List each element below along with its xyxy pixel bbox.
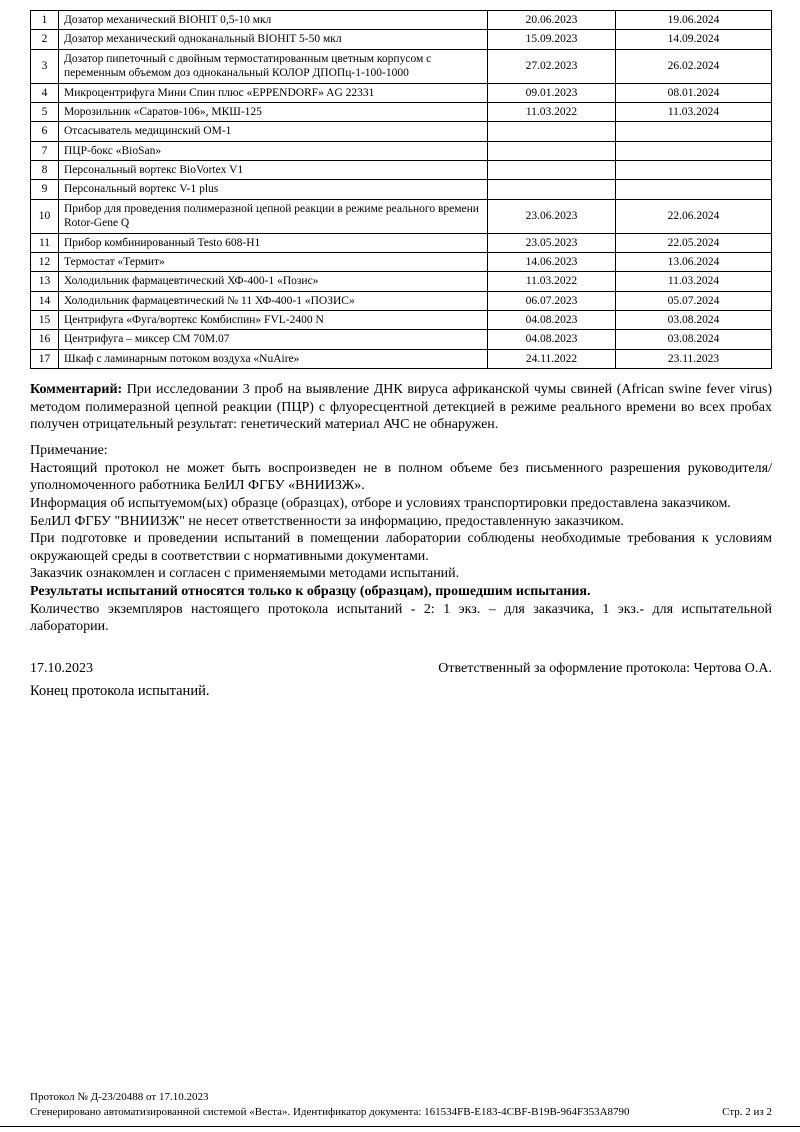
footer-protocol-number: Протокол № Д-23/20488 от 17.10.2023 (30, 1091, 209, 1104)
valid-until-date: 11.03.2024 (616, 102, 772, 121)
table-row (31, 291, 772, 310)
notes-title: Примечание: (30, 443, 108, 458)
footer-generated-info: Сгенерировано автоматизированной системой «Веста». Идентификатор документа: 161534FB-E183-4CBF-B19B-964F353A8790 (30, 1106, 630, 1119)
row-number: 10 (31, 199, 59, 233)
equipment-name: ПЦР-бокс «BioSan» (59, 141, 488, 160)
row-number: 7 (31, 141, 59, 160)
equipment-table-body (31, 11, 772, 369)
verification-date: 20.06.2023 (488, 11, 616, 30)
note-item: Информация об испытуемом(ых) образце (образцах), отборе и условиях транспортировки предоставлена заказчиком. (30, 495, 731, 511)
table-row (31, 161, 772, 180)
table-row (31, 180, 772, 199)
valid-until-date (616, 161, 772, 180)
equipment-table (30, 10, 772, 369)
valid-until-date: 19.06.2024 (616, 11, 772, 30)
comment-text: При исследовании 3 проб на выявление ДНК вируса африканской чумы свиней (African swine fever virus) методом полимеразной цепной реакции (ПЦР) с флуоресцентной детекцией в режиме реального времени во всех пробах получен отрицательный результат: генетический материал АЧС не обнаружен. (30, 382, 772, 433)
equipment-name: Микроцентрифуга Мини Спин плюс «EPPENDORF» AG 22331 (59, 83, 488, 102)
equipment-name: Дозатор механический BIOHIT 0,5-10 мкл (59, 11, 488, 30)
table-row (31, 49, 772, 83)
valid-until-date: 03.08.2024 (616, 311, 772, 330)
table-row (31, 311, 772, 330)
row-number: 12 (31, 252, 59, 271)
closing-responsible: Ответственный за оформление протокола: Чертова О.А. (438, 660, 772, 676)
equipment-name: Центрифуга «Фуга/вортекс Комбиспин» FVL-2400 N (59, 311, 488, 330)
row-number: 13 (31, 272, 59, 291)
verification-date: 04.08.2023 (488, 330, 616, 349)
verification-date: 24.11.2022 (488, 349, 616, 368)
equipment-name: Прибор для проведения полимеразной цепной реакции в режиме реального времени Rotor-Gene Q (59, 199, 488, 233)
note-item: БелИЛ ФГБУ "ВНИИЗЖ" не несет ответственности за информацию, предоставленную заказчиком. (30, 513, 624, 529)
valid-until-date: 23.11.2023 (616, 349, 772, 368)
table-row (31, 141, 772, 160)
note-item: Количество экземпляров настоящего протокола испытаний - 2: 1 экз. – для заказчика, 1 экз.- для испытательной лаборатории. (30, 601, 772, 635)
note-item: Заказчик ознакомлен и согласен с применяемыми методами испытаний. (30, 566, 460, 582)
closing-row (30, 660, 772, 678)
verification-date (488, 180, 616, 199)
row-number: 11 (31, 233, 59, 252)
verification-date: 06.07.2023 (488, 291, 616, 310)
equipment-name: Персональный вортекс V-1 plus (59, 180, 488, 199)
row-number: 1 (31, 11, 59, 30)
verification-date (488, 161, 616, 180)
row-number: 5 (31, 102, 59, 121)
equipment-name: Дозатор пипеточный с двойным термостатированным цветным корпусом с переменным объемом доз одноканальный КОЛОР ДПОПц-1-100-1000 (59, 49, 488, 83)
verification-date: 09.01.2023 (488, 83, 616, 102)
row-number: 6 (31, 122, 59, 141)
footer-row (30, 1105, 772, 1120)
end-of-protocol: Конец протокола испытаний. (30, 682, 210, 699)
table-row (31, 102, 772, 121)
equipment-name: Шкаф с ламинарным потоком воздуха «NuAire» (59, 349, 488, 368)
table-row (31, 349, 772, 368)
verification-date: 11.03.2022 (488, 272, 616, 291)
valid-until-date: 13.06.2024 (616, 252, 772, 271)
comment-paragraph (30, 381, 772, 434)
valid-until-date: 05.07.2024 (616, 291, 772, 310)
equipment-name: Холодильник фармацевтический ХФ-400-1 «Позис» (59, 272, 488, 291)
table-row (31, 233, 772, 252)
equipment-name: Холодильник фармацевтический № 11 ХФ-400-1 «ПОЗИС» (59, 291, 488, 310)
row-number: 4 (31, 83, 59, 102)
table-row (31, 11, 772, 30)
equipment-name: Дозатор механический одноканальный BIOHIT 5-50 мкл (59, 30, 488, 49)
comment-label: Комментарий: (30, 382, 123, 398)
verification-date (488, 122, 616, 141)
bottom-rule (0, 1126, 800, 1127)
row-number: 17 (31, 349, 59, 368)
valid-until-date: 22.05.2024 (616, 233, 772, 252)
equipment-name: Отсасыватель медицинский ОМ-1 (59, 122, 488, 141)
table-row (31, 122, 772, 141)
note-item: При подготовке и проведении испытаний в помещении лаборатории соблюдены необходимые требования к условиям окружающей среды в соответствии с нормативными документами. (30, 531, 772, 564)
verification-date: 04.08.2023 (488, 311, 616, 330)
equipment-name: Термостат «Термит» (59, 252, 488, 271)
verification-date: 23.05.2023 (488, 233, 616, 252)
verification-date: 15.09.2023 (488, 30, 616, 49)
valid-until-date: 26.02.2024 (616, 49, 772, 83)
closing-date: 17.10.2023 (30, 660, 93, 676)
table-row (31, 252, 772, 271)
table-row (31, 272, 772, 291)
row-number: 2 (31, 30, 59, 49)
valid-until-date (616, 141, 772, 160)
table-row (31, 83, 772, 102)
equipment-name: Центрифуга – миксер СМ 70М.07 (59, 330, 488, 349)
table-row (31, 30, 772, 49)
equipment-name: Прибор комбинированный Testo 608-H1 (59, 233, 488, 252)
equipment-name: Персональный вортекс BioVortex V1 (59, 161, 488, 180)
note-item: Настоящий протокол не может быть воспроизведен не в полном объеме без письменного разрешения руководителя/уполномоченного работника БелИЛ ФГБУ «ВНИИЗЖ». (30, 460, 772, 494)
row-number: 14 (31, 291, 59, 310)
valid-until-date: 11.03.2024 (616, 272, 772, 291)
valid-until-date: 08.01.2024 (616, 83, 772, 102)
valid-until-date: 14.09.2024 (616, 30, 772, 49)
table-row (31, 199, 772, 233)
row-number: 16 (31, 330, 59, 349)
verification-date (488, 141, 616, 160)
valid-until-date (616, 180, 772, 199)
note-item-results: Результаты испытаний относятся только к образцу (образцам), прошедшим испытания. (30, 584, 591, 599)
valid-until-date: 22.06.2024 (616, 199, 772, 233)
table-row (31, 330, 772, 349)
row-number: 8 (31, 161, 59, 180)
valid-until-date: 03.08.2024 (616, 330, 772, 349)
footer-page-number: Стр. 2 из 2 (722, 1106, 772, 1119)
equipment-name: Морозильник «Саратов-106», МКШ-125 (59, 102, 488, 121)
verification-date: 14.06.2023 (488, 252, 616, 271)
verification-date: 27.02.2023 (488, 49, 616, 83)
row-number: 9 (31, 180, 59, 199)
page-footer (30, 1090, 772, 1120)
verification-date: 23.06.2023 (488, 199, 616, 233)
valid-until-date (616, 122, 772, 141)
row-number: 15 (31, 311, 59, 330)
verification-date: 11.03.2022 (488, 102, 616, 121)
row-number: 3 (31, 49, 59, 83)
document-body (30, 381, 772, 700)
